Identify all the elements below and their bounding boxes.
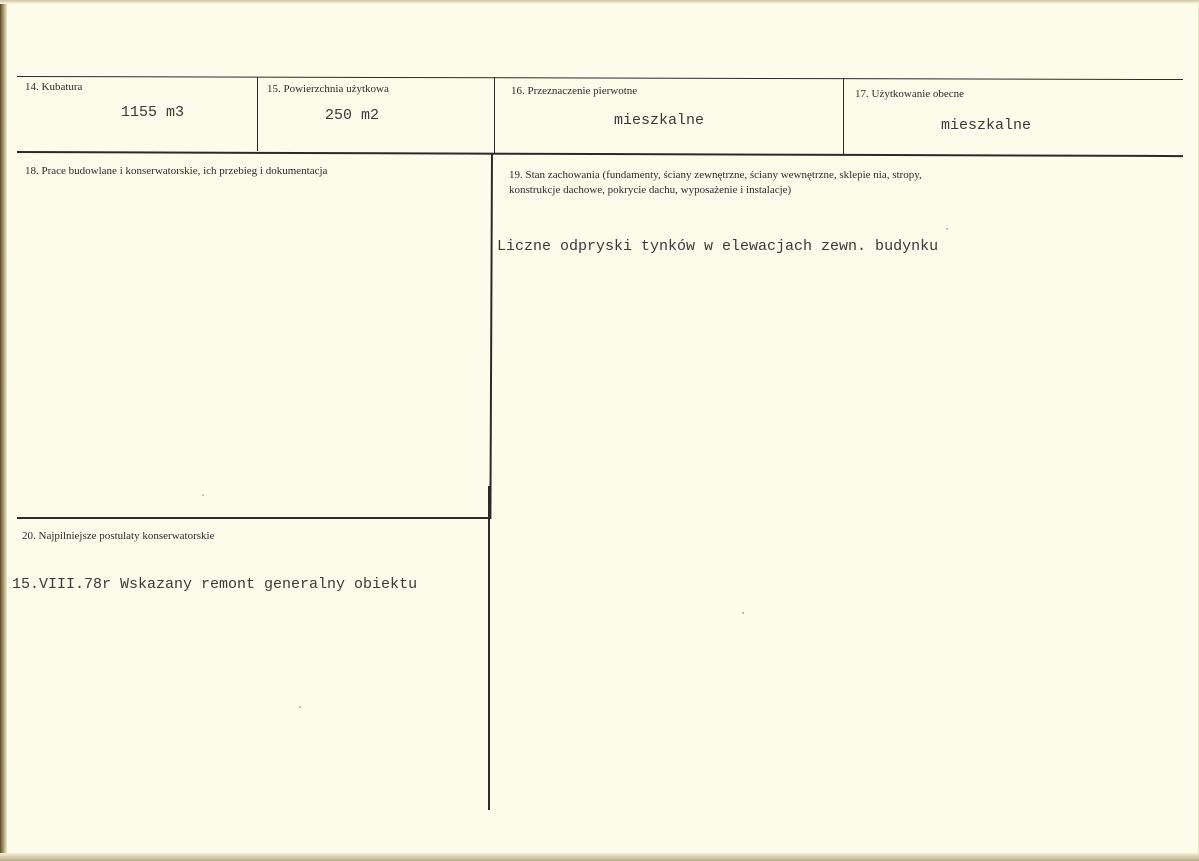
- divider-18-19: [489, 153, 493, 519]
- card-top-edge: [0, 0, 1199, 4]
- paper-speck: [946, 228, 948, 230]
- field-20-label: 20. Najpilniejsze postulaty konserwatorskie: [22, 530, 215, 542]
- card-left-edge: [0, 0, 7, 861]
- field-14-label: 14. Kubatura: [25, 81, 83, 93]
- field-16-value: mieszkalne: [614, 112, 705, 129]
- field-19-label-line-1: 19. Stan zachowania (fundamenty, ściany zewnętrzne, ściany wewnętrzne, sklepie nia, stropy,: [509, 169, 922, 181]
- divider-16-17: [843, 78, 844, 154]
- field-17-label: 17. Użytkowanie obecne: [855, 88, 965, 100]
- card-bottom-edge: [0, 853, 1199, 861]
- field-14-value: 1155 m3: [121, 104, 185, 121]
- field-19-value: Liczne odpryski tynków w elewacjach zewn. budynku: [497, 238, 939, 255]
- paper-speck: [202, 494, 204, 496]
- paper-speck: [742, 612, 744, 614]
- top-row-lower-rule: [17, 151, 1183, 157]
- divider-15-16: [494, 77, 495, 153]
- field-16-label: 16. Przeznaczenie pierwotne: [511, 85, 638, 97]
- divider-14-15: [257, 77, 258, 151]
- field-15-label: 15. Powierzchnia użytkowa: [267, 83, 389, 95]
- rule-18-20: [17, 517, 489, 519]
- field-15-value: 250 m2: [325, 107, 380, 124]
- divider-20-19: [488, 486, 490, 810]
- field-19-label-line-2: konstrukcje dachowe, pokrycie dachu, wyposażenie i instalacje): [509, 184, 792, 196]
- field-17-value: mieszkalne: [941, 117, 1032, 134]
- field-18-label: 18. Prace budowlane i konserwatorskie, ich przebieg i dokumentacja: [25, 165, 328, 177]
- paper-speck: [299, 706, 301, 708]
- top-row-upper-rule: [17, 76, 1183, 80]
- field-20-value: 15.VIII.78r Wskazany remont generalny obiektu: [12, 576, 418, 593]
